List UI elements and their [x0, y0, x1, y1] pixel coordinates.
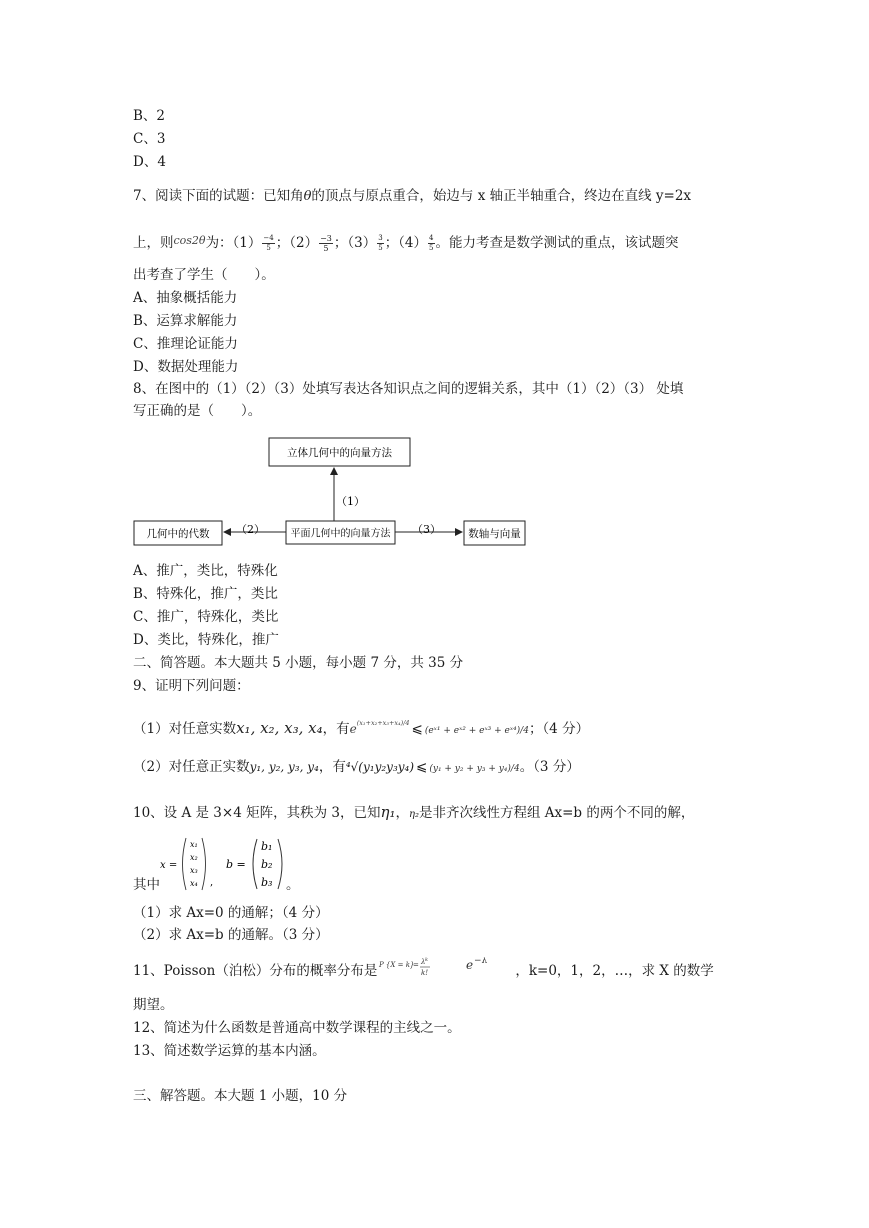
q11-line-2: 期望。 — [133, 997, 174, 1013]
q7-option-c: C、推理论证能力 — [133, 336, 238, 352]
q12: 12、简述为什么函数是普通高中数学课程的主线之一。 — [133, 1020, 461, 1036]
svg-text:λ: λ — [421, 958, 426, 966]
option-2-fraction: $\frac{-3}{5}$ — [320, 234, 332, 253]
q11-text: ，k=0，1，2，…，求 X 的数学 — [515, 963, 714, 979]
q9-p1-rhs: (eˣ¹ + eˣ² + eˣ³ + eˣ⁴)/4 — [424, 726, 529, 736]
q9-p2-vars: y₁, y₂, y₃, y₄ — [249, 760, 319, 774]
q7-text: 7、阅读下面的试题：已知角 — [133, 188, 304, 204]
poisson-formula-drawing — [377, 957, 515, 979]
q9-p2-rhs: (y₁ + y₂ + y₃ + y₄)/4 — [429, 764, 520, 774]
x-eq: x = — [160, 860, 178, 871]
le-symbol: ⩽ — [411, 721, 423, 737]
le-symbol: ⩽ — [416, 759, 428, 775]
q9-part-2 — [133, 758, 580, 778]
box-right-label: 数轴与向量 — [468, 528, 521, 540]
q7-text: ；（4） — [384, 235, 428, 251]
box-top — [269, 438, 410, 466]
x4: x₄ — [190, 879, 198, 888]
arrow-label-3: （3） — [412, 523, 441, 536]
svg-text:k: k — [425, 957, 429, 963]
box-top-label: 立体几何中的向量方法 — [287, 447, 392, 459]
q9-p1-exponent: (x₁+x₂+x₃+x₄)/4 — [356, 719, 410, 727]
b-eq: b = — [226, 858, 246, 871]
x1: x₁ — [190, 840, 198, 849]
arrow-label-1: （1） — [336, 495, 365, 508]
arrow-label-2: （2） — [236, 523, 265, 536]
q6-option-b: B、2 — [133, 108, 166, 124]
q6-option-c: C、3 — [133, 131, 166, 147]
q10-end: 。 — [286, 877, 300, 893]
q8-line-2: 写正确的是（ ）。 — [133, 403, 262, 419]
q7-text: ；（2） — [275, 235, 319, 251]
q8-option-d: D、类比，特殊化，推广 — [133, 632, 279, 648]
option-1-fraction: $\frac{-4}{5}$ — [263, 234, 274, 252]
q9-p1-lhs: $e^{(x_1+x_2+x_3+x_4)/4}$ — [349, 719, 410, 736]
svg-text:P {X = k}: P {X = k} — [379, 961, 415, 969]
q7-option-b: B、运算求解能力 — [133, 313, 238, 329]
q11-text: 11、Poisson（泊松）分布的概率分布是 — [133, 963, 378, 979]
q7-text: 的顶点与原点重合，始边与 x 轴正半轴重合，终边在直线 y=2x — [311, 188, 692, 204]
b2: b₂ — [261, 858, 273, 871]
b1: b₁ — [261, 840, 273, 853]
q9-p1-text: （1）对任意实数 — [133, 721, 237, 737]
q8-option-a: A、推广，类比，特殊化 — [133, 563, 278, 579]
q10-sub-1: （1）求 Ax=0 的通解；（4 分） — [133, 905, 329, 921]
q9-p1-text: ，有 — [322, 721, 350, 737]
cos2theta: cos2θ — [173, 234, 206, 247]
svg-text:=: = — [413, 961, 420, 969]
q8-line-1: 8、在图中的（1）（2）（3）处填写表达各知识点之间的逻辑关系，其中（1）（2）（3） 处填 — [133, 381, 684, 397]
q11-line-1 — [133, 957, 714, 980]
q10-line-1 — [133, 803, 694, 824]
q7-line-3: 出考查了学生（ ）。 — [133, 267, 275, 283]
comma: , — [210, 877, 214, 888]
q9-p2-text: ，有 — [318, 759, 346, 775]
q8-option-b: B、特殊化，推广，类比 — [133, 586, 278, 602]
q7-text: 为：（1） — [205, 235, 262, 251]
poisson-formula — [377, 957, 515, 978]
q9-p1-text: ；（4 分） — [528, 721, 590, 737]
q10-where — [133, 876, 160, 894]
section-3-heading: 三、解答题。本大题 1 小题，10 分 — [133, 1088, 348, 1104]
knowledge-diagram — [0, 0, 869, 560]
box-left — [134, 521, 222, 545]
box-center — [286, 521, 395, 544]
q9-p2-text: （2）对任意正实数 — [133, 759, 250, 775]
q7-option-d: D、数据处理能力 — [133, 359, 239, 375]
option-3-fraction: $\frac{3}{5}$ — [378, 234, 383, 252]
q8-option-c: C、推广，特殊化，类比 — [133, 609, 279, 625]
q10-text: ， — [395, 805, 409, 821]
b3: b₃ — [261, 876, 273, 889]
q7-text: 。能力考查是数学测试的重点，该试题突 — [435, 235, 679, 251]
q7-option-a: A、抽象概括能力 — [133, 290, 238, 306]
svg-text:−λ: −λ — [474, 957, 488, 966]
eta2-symbol: η₂ — [408, 809, 419, 820]
x2: x₂ — [190, 853, 198, 862]
q9-part-1 — [133, 714, 589, 740]
svg-text:k!: k! — [421, 969, 429, 977]
option-4-fraction: $\frac{4}{5}$ — [429, 234, 434, 252]
box-center-label: 平面几何中的向量方法 — [290, 528, 391, 540]
q9-title: 9、证明下列问题： — [133, 678, 250, 694]
section-2-heading: 二、简答题。本大题共 5 小题，每小题 7 分，共 35 分 — [133, 655, 464, 671]
q13: 13、简述数学运算的基本内涵。 — [133, 1043, 326, 1059]
q10-where-label: 其中 — [133, 877, 160, 893]
q10-text: 是非齐次线性方程组 Ax=b 的两个不同的解， — [418, 805, 695, 821]
q7-text: 上，则 — [133, 235, 174, 251]
x3: x₃ — [190, 866, 198, 875]
box-right — [464, 521, 525, 545]
svg-text:e: e — [466, 958, 474, 972]
q6-option-d: D、4 — [133, 154, 166, 170]
box-left-label: 几何中的代数 — [146, 528, 210, 540]
q10-sub-2: （2）求 Ax=b 的通解。（3 分） — [133, 927, 329, 943]
q9-p2-root: ⁴√(y₁y₂y₃y₄) — [345, 760, 415, 774]
theta-symbol: θ — [303, 189, 312, 204]
q9-p2-text: 。（3 分） — [519, 759, 580, 775]
eta1-symbol: η₁ — [380, 803, 396, 821]
q10-text: 10、设 A 是 3×4 矩阵，其秩为 3，已知 — [133, 805, 381, 821]
q7-text: ；（3） — [333, 235, 377, 251]
q9-p1-vars: x₁, x₂, x₃, x₄ — [236, 719, 323, 737]
